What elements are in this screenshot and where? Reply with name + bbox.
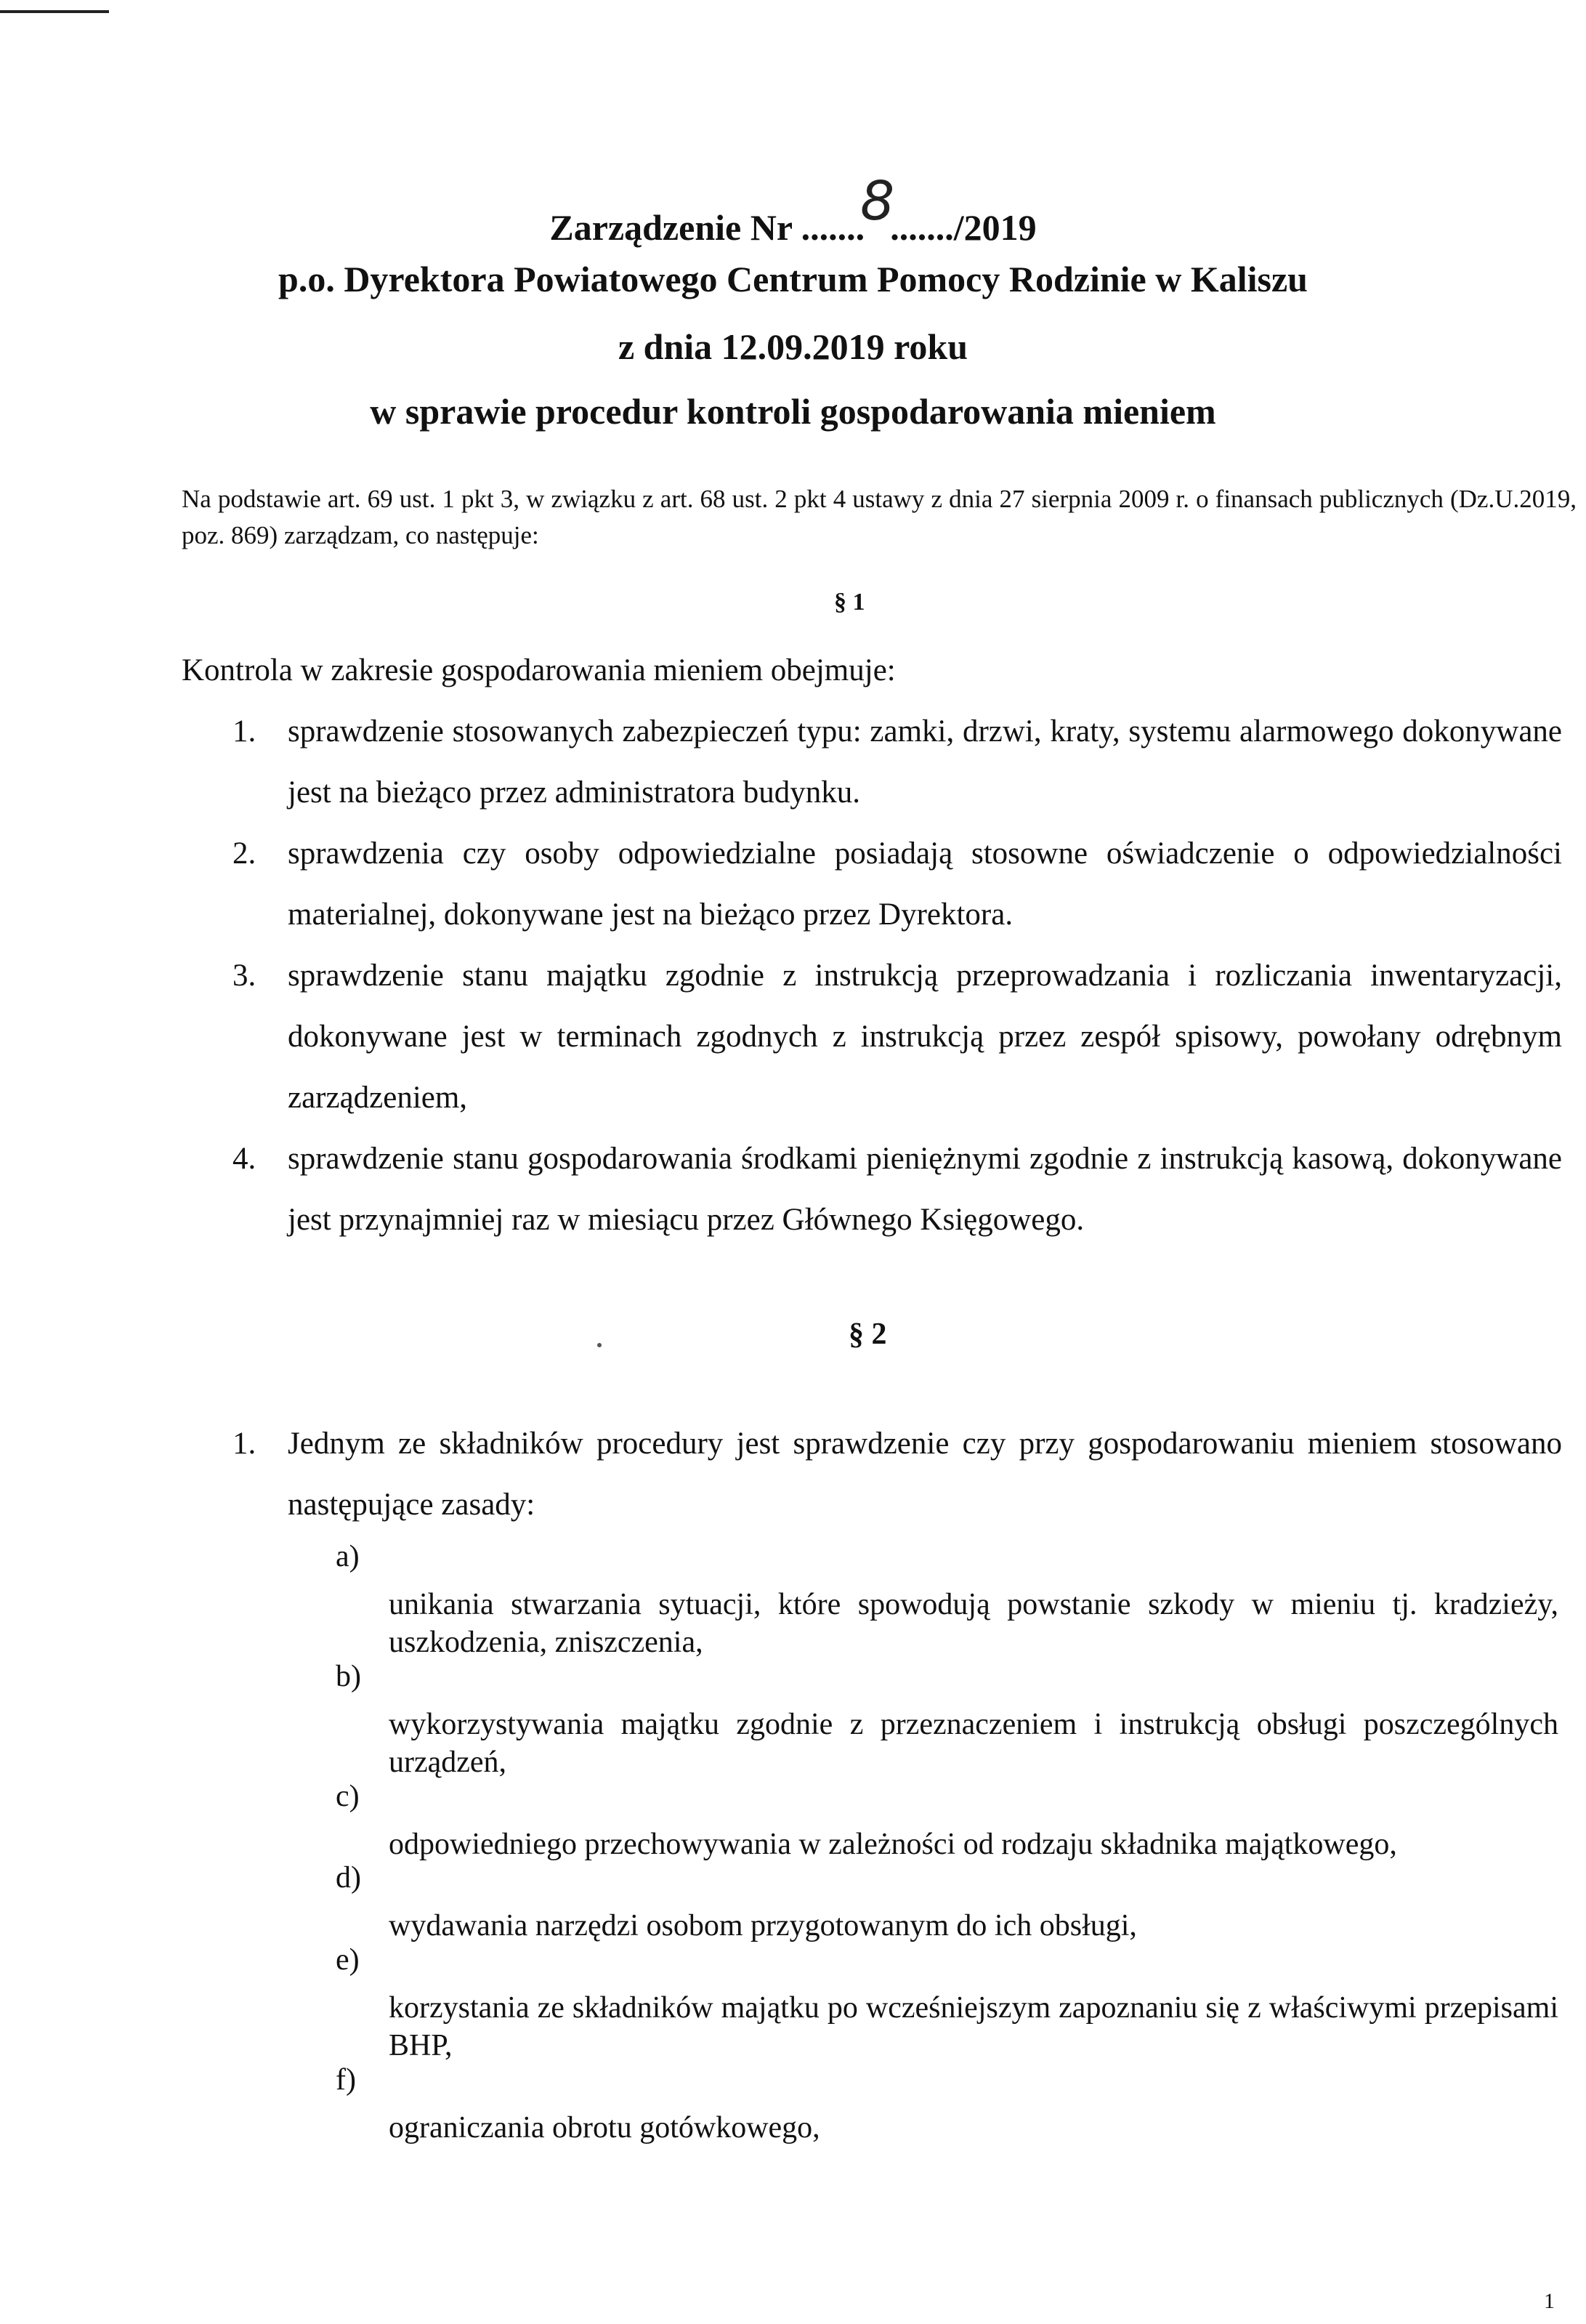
title-prefix: Zarządzenie Nr bbox=[549, 207, 793, 248]
preamble: Na podstawie art. 69 ust. 1 pkt 3, w związku z art. 68 ust. 2 pkt 4 ustawy z dnia 27 sierpnia 2009 r. o finansach publicznych (Dz.U.2019, poz. 869) zarządzam, co następuje: bbox=[182, 485, 1577, 549]
section-1-item-4 bbox=[232, 1129, 1562, 1251]
subitem-a-letter: a) bbox=[336, 1540, 360, 1573]
item-text: sprawdzenie stanu gospodarowania środkami pieniężnymi zgodnie z instrukcją kasową, dokonywane jest przynajmniej raz w miesiącu przez Głównego Księgowego. bbox=[288, 1142, 1562, 1237]
section-1-item-1 bbox=[232, 701, 1562, 823]
title-suffix: /2019 bbox=[953, 207, 1037, 248]
subitem-f-text: ograniczania obrotu gotówkowego, bbox=[389, 2111, 820, 2145]
section-1-item-2 bbox=[232, 823, 1562, 945]
scan-speck bbox=[597, 1343, 602, 1347]
document-title bbox=[0, 170, 1586, 253]
document-subject: w sprawie procedur kontroli gospodarowania mieniem bbox=[370, 391, 1216, 432]
item-text: sprawdzenia czy osoby odpowiedzialne posiadają stosowne oświadczenie o odpowiedzialności materialnej, dokonywane jest na bieżąco przez Dyrektora. bbox=[288, 836, 1562, 932]
section-1-sign: § 1 bbox=[834, 589, 865, 616]
item-number: 1. bbox=[232, 1427, 256, 1461]
subitem-d-text: wydawania narzędzi osobom przygotowanym do ich obsługi, bbox=[389, 1909, 1137, 1942]
document-date: z dnia 12.09.2019 roku bbox=[618, 326, 968, 367]
subitem-e-text: korzystania ze składników majątku po wcześniejszym zapoznaniu się z właściwymi przepisami BHP, bbox=[389, 1991, 1558, 2062]
subitem-c-letter: c) bbox=[336, 1780, 360, 1813]
subitem-b-letter: b) bbox=[336, 1660, 361, 1693]
document-issuer: p.o. Dyrektora Powiatowego Centrum Pomocy Rodzinie w Kaliszu bbox=[278, 259, 1308, 299]
title-dots-after: ....... bbox=[890, 207, 954, 248]
subitem-f-letter: f) bbox=[336, 2063, 356, 2097]
item-number: 4. bbox=[232, 1142, 256, 1176]
section-2-sign: § 2 bbox=[849, 1318, 887, 1351]
item-text: Jednym ze składników procedury jest sprawdzenie czy przy gospodarowaniu mieniem stosowano następujące zasady: bbox=[288, 1427, 1562, 1522]
item-number: 1. bbox=[232, 714, 256, 749]
item-number: 2. bbox=[232, 836, 256, 871]
subitem-e-letter: e) bbox=[336, 1943, 360, 1977]
section-2-item-1 bbox=[232, 1413, 1562, 1536]
item-text: sprawdzenie stanu majątku zgodnie z instrukcją przeprowadzania i rozliczania inwentaryzacji, dokonywane jest w terminach zgodnych z instrukcją przez zespół spisowy, powołany odrębnym zarządzeniem, bbox=[288, 959, 1562, 1115]
subitem-d-letter: d) bbox=[336, 1861, 361, 1895]
handwritten-number: 8 bbox=[860, 170, 895, 233]
scan-edge-mark bbox=[0, 10, 109, 13]
section-1-item-3 bbox=[232, 945, 1562, 1129]
subitem-b-text: wykorzystywania majątku zgodnie z przeznaczeniem i instrukcją obsługi poszczególnych urządzeń, bbox=[389, 1708, 1558, 1779]
section-1-intro: Kontrola w zakresie gospodarowania mieniem obejmuje: bbox=[182, 653, 896, 687]
item-number: 3. bbox=[232, 959, 256, 993]
subitem-a-text: unikania stwarzania sytuacji, które spowodują powstanie szkody w mieniu tj. kradzieży, uszkodzenia, zniszczenia, bbox=[389, 1588, 1558, 1659]
item-text: sprawdzenie stosowanych zabezpieczeń typu: zamki, drzwi, kraty, systemu alarmowego dokonywane jest na bieżąco przez administratora budynku. bbox=[288, 714, 1562, 810]
page-number: 1 bbox=[1544, 2289, 1555, 2313]
title-dots: ....... bbox=[801, 207, 865, 248]
subitem-c-text: odpowiedniego przechowywania w zależności od rodzaju składnika majątkowego, bbox=[389, 1828, 1397, 1861]
